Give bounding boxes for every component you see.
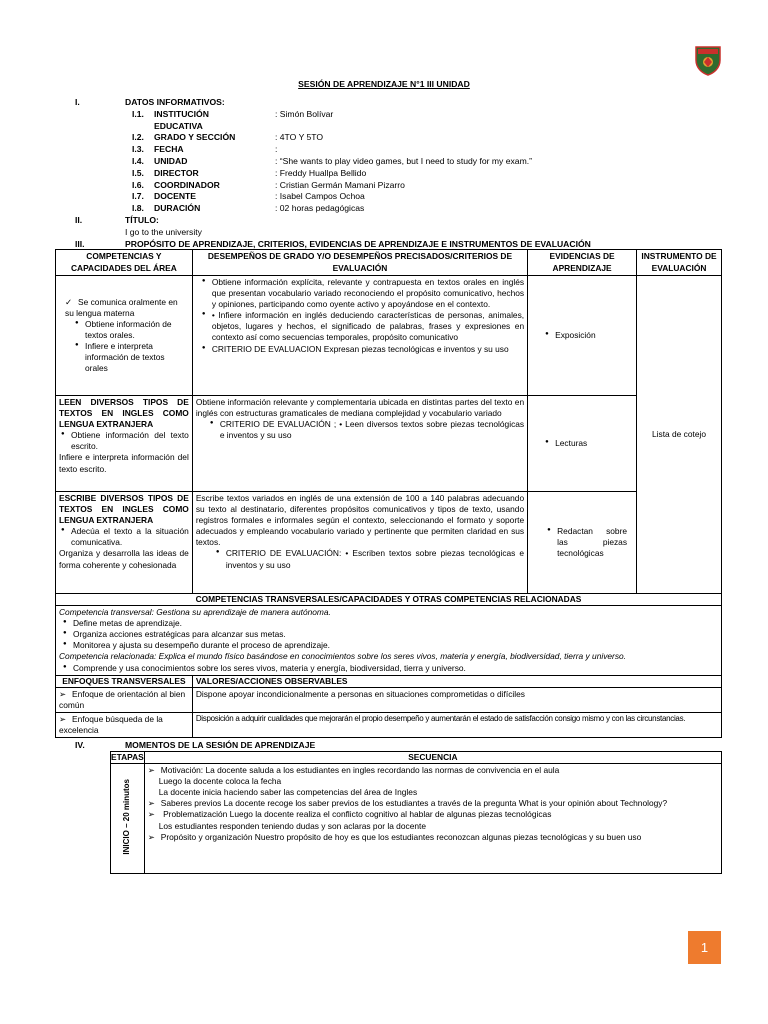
info-number: I.4.: [132, 155, 144, 166]
datos-informativos: [75, 97, 715, 250]
document-title: SESIÓN DE APRENDIZAJE N°1 III UNIDAD: [298, 79, 470, 89]
desempeno-cell: [192, 276, 527, 396]
instrumento-value: Lista de cotejo: [652, 428, 707, 439]
info-label: DURACIÓN: [154, 203, 201, 214]
table-header: INSTRUMENTO DE EVALUACIÓN: [637, 250, 722, 276]
desempeno-text: Obtiene información relevante y complementaria ubicada en distintas partes del texto en inglés con estructuras gramaticales de mediana complejidad y vocabulario variado: [195, 397, 525, 419]
info-value: : “She wants to play video games, but I need to study for my exam.”: [275, 155, 532, 166]
competencias-table: [55, 249, 722, 738]
criterio-item: ● CRITERIO DE EVALUACIÓN: • Escriben textos sobre piezas tecnológicas e inventos y su uso: [226, 548, 524, 570]
competencia-title: LEEN DIVERSOS TIPOS DE TEXTOS EN INGLES COMO LENGUA EXTRANJERA: [59, 397, 189, 430]
section-number: III.: [75, 238, 85, 249]
info-value: : 02 horas pedagógicas: [275, 203, 365, 214]
evidencia-item: ● Redactan sobre las piezas tecnológicas: [557, 526, 627, 559]
page-number-badge: 1: [688, 931, 721, 964]
enfoque-value: Dispone apoyar incondicionalmente a personas en situaciones comprometidas o difíciles: [192, 687, 721, 712]
table-header: SECUENCIA: [144, 752, 721, 764]
criterio-item: ● CRITERIO DE EVALUACION Expresan piezas tecnológicas e inventos y su uso: [212, 344, 524, 355]
info-label: INSTITUCIÓN: [154, 108, 209, 119]
section-iv-label: MOMENTOS DE LA SESIÓN DE APRENDIZAJE: [125, 740, 316, 750]
info-label: DIRECTOR: [154, 167, 199, 178]
enfoque-name-cell: [56, 712, 193, 737]
info-number: I.6.: [132, 179, 144, 190]
table-header: EVIDENCIAS DE APRENDIZAJE: [528, 250, 637, 276]
info-number: I.5.: [132, 167, 144, 178]
transversal-item: ● Define metas de aprendizaje.: [73, 618, 718, 629]
enfoque-name: ➢ Enfoque búsqueda de la excelencia: [59, 714, 189, 736]
section-number: I.: [75, 97, 80, 107]
info-label: GRADO Y SECCIÓN: [154, 132, 236, 143]
etapa-label: INICIO – 20 minutos: [122, 779, 132, 855]
enfoque-name-cell: [56, 687, 193, 712]
enfoques-header: ENFOQUES TRANSVERSALES: [56, 675, 193, 687]
secuencia-item: Luego la docente coloca la fecha: [158, 776, 282, 787]
desempeno-cell: [192, 492, 527, 594]
secuencia-item: ➢ Saberes previos La docente recoge los saber previos de los estudiantes a través de la pregunta What is your opinión about Technology?: [148, 798, 718, 809]
etapa-cell: [111, 764, 145, 874]
valores-header: VALORES/ACCIONES OBSERVABLES: [192, 675, 721, 687]
desempeno-item: ● Obtiene información explícita, relevante y contrapuesta en textos orales en inglés que presentan vocabulario variado reconociendo el propósito comunicativo, hechos y opiniones, participando como oyente activo y apoyándose en el contexto.: [212, 277, 524, 310]
info-number: I.3.: [132, 144, 144, 155]
info-label: DOCENTE: [154, 191, 197, 202]
capacidad-text: Organiza y desarrolla las ideas de forma coherente y cohesionada: [59, 548, 189, 570]
secuencia-item: ➢ Problematización Luego la docente realiza el conflicto cognitivo al hablar de algunas piezas tecnológicas: [148, 809, 718, 820]
table-header: DESEMPEÑOS DE GRADO Y/O DESEMPEÑOS PRECISADOS/CRITERIOS DE EVALUACIÓN: [192, 250, 527, 276]
table-header: ETAPAS: [111, 752, 144, 762]
info-label-cont: EDUCATIVA: [154, 120, 203, 131]
secuencia-cell: [144, 764, 721, 874]
section-label: DATOS INFORMATIVOS:: [125, 97, 225, 107]
info-value: : Cristian Germán Mamani Pizarro: [275, 179, 405, 190]
criterio-item: ● CRITERIO DE EVALUACIÓN ; • Leen diversos textos sobre piezas tecnológicas e inventos y su uso: [220, 419, 524, 441]
secuencia-item: ➢ Propósito y organización Nuestro propósito de hoy es que los estudiantes reconozcan algunas piezas tecnológicas y su buen uso: [148, 832, 718, 843]
title-value: I go to the university: [125, 226, 202, 237]
transversal-item: ● Organiza acciones estratégicas para alcanzar sus metas.: [73, 629, 718, 640]
info-label: COORDINADOR: [154, 179, 220, 190]
info-value: : Simón Bolívar: [275, 108, 334, 119]
enfoque-name: ➢ Enfoque de orientación al bien común: [59, 689, 189, 711]
relacionada-item: ● Comprende y usa conocimientos sobre los seres vivos, materia y energía, biodiversidad, tierra y universo.: [73, 663, 718, 674]
evidencia-item: ● Exposición: [555, 330, 633, 341]
evidencia-item: ● Lecturas: [555, 438, 633, 449]
competencia-title: ✓ Se comunica oralmente en su lengua materna: [59, 297, 189, 319]
secuencia-item: La docente inicia haciendo saber las competencias del área de Ingles: [158, 787, 418, 798]
info-number: I.1.: [132, 108, 144, 119]
transversal-header: COMPETENCIAS TRANSVERSALES/CAPACIDADES Y OTRAS COMPETENCIAS RELACIONADAS: [56, 594, 722, 606]
transversal-item: ● Monitorea y ajusta su desempeño durante el proceso de aprendizaje.: [73, 640, 718, 651]
info-value: : 4TO Y 5TO: [275, 132, 324, 143]
enfoque-value: Disposición a adquirir cualidades que mejorarán el propio desempeño y aumentarán el estado de satisfacción consigo mismo y con las circunstancias.: [192, 712, 721, 737]
capacidad-item: ● Adecúa el texto a la situación comunicativa.: [71, 526, 189, 548]
desempeno-text: Escribe textos variados en inglés de una extensión de 100 a 140 palabras adecuando su texto al destinatario, diferentes propósitos comunicativos y tipos de texto, usando registros formales e informales según el contexto, seleccionando el formato y soporte adecuados y empleando vocabulario variado y pertinente que permiten claridad en sus textos.: [195, 493, 525, 548]
competencia-cell: [56, 396, 193, 492]
instrumento-cell: [637, 276, 722, 594]
info-number: I.2.: [132, 132, 144, 143]
school-crest-logo: [694, 44, 722, 76]
info-value: :: [275, 144, 278, 155]
competencia-cell: [56, 492, 193, 594]
section-number: II.: [75, 214, 83, 225]
table-header: COMPETENCIAS Y CAPACIDADES DEL ÁREA: [56, 250, 193, 276]
section-label: TÍTULO:: [125, 214, 159, 225]
info-number: I.7.: [132, 191, 144, 202]
secuencia-item: Los estudiantes responden teniendo dudas y son aclaras por la docente: [158, 820, 426, 831]
desempeno-cell: [192, 396, 527, 492]
info-label: FECHA: [154, 144, 184, 155]
capacidad-item: ● Infiere e interpreta información de textos orales: [85, 341, 189, 374]
info-label: UNIDAD: [154, 155, 188, 166]
momentos-table: [110, 751, 722, 874]
relacionada-value: Explica el mundo físico basándose en conocimientos sobre los seres vivos, materia y energía, biodiversidad, tierra y universo.: [158, 651, 627, 662]
evidencia-cell: [528, 492, 637, 594]
info-value: : Isabel Campos Ochoa: [275, 191, 365, 202]
section-iv-number: IV.: [75, 740, 85, 750]
info-number: I.8.: [132, 203, 144, 214]
transversal-label: Competencia transversal:: [59, 607, 154, 618]
secuencia-item: ➢ Motivación: La docente saluda a los estudiantes en ingles recordando las normas de convivencia en el aula: [148, 765, 718, 776]
desempeno-item: ● • Infiere información en inglés deduciendo características de personas, animales, objetos, lugares y hechos, el significado de palabras, frases y expresiones en contexto así como secuencias temporales, propósito comunicativo: [212, 310, 524, 343]
evidencia-cell: [528, 276, 637, 396]
capacidad-item: ● Obtiene información de textos orales.: [85, 319, 189, 341]
competencia-cell: [56, 276, 193, 396]
capacidad-text: Infiere e interpreta información del texto escrito.: [59, 452, 189, 474]
evidencia-cell: [528, 396, 637, 492]
section-label: PROPÓSITO DE APRENDIZAJE, CRITERIOS, EVIDENCIAS DE APRENDIZAJE E INSTRUMENTOS DE EVALUACIÓN: [125, 238, 591, 249]
competencia-title: ESCRIBE DIVERSOS TIPOS DE TEXTOS EN INGLES COMO LENGUA EXTRANJERA: [59, 493, 189, 526]
capacidad-item: ● Obtiene información del texto escrito.: [71, 430, 189, 452]
transversal-value: Gestiona su aprendizaje de manera autónoma.: [156, 607, 331, 618]
relacionada-label: Competencia relacionada:: [59, 651, 157, 662]
transversal-cell: [56, 606, 722, 676]
info-value: : Freddy Huallpa Bellido: [275, 167, 367, 178]
